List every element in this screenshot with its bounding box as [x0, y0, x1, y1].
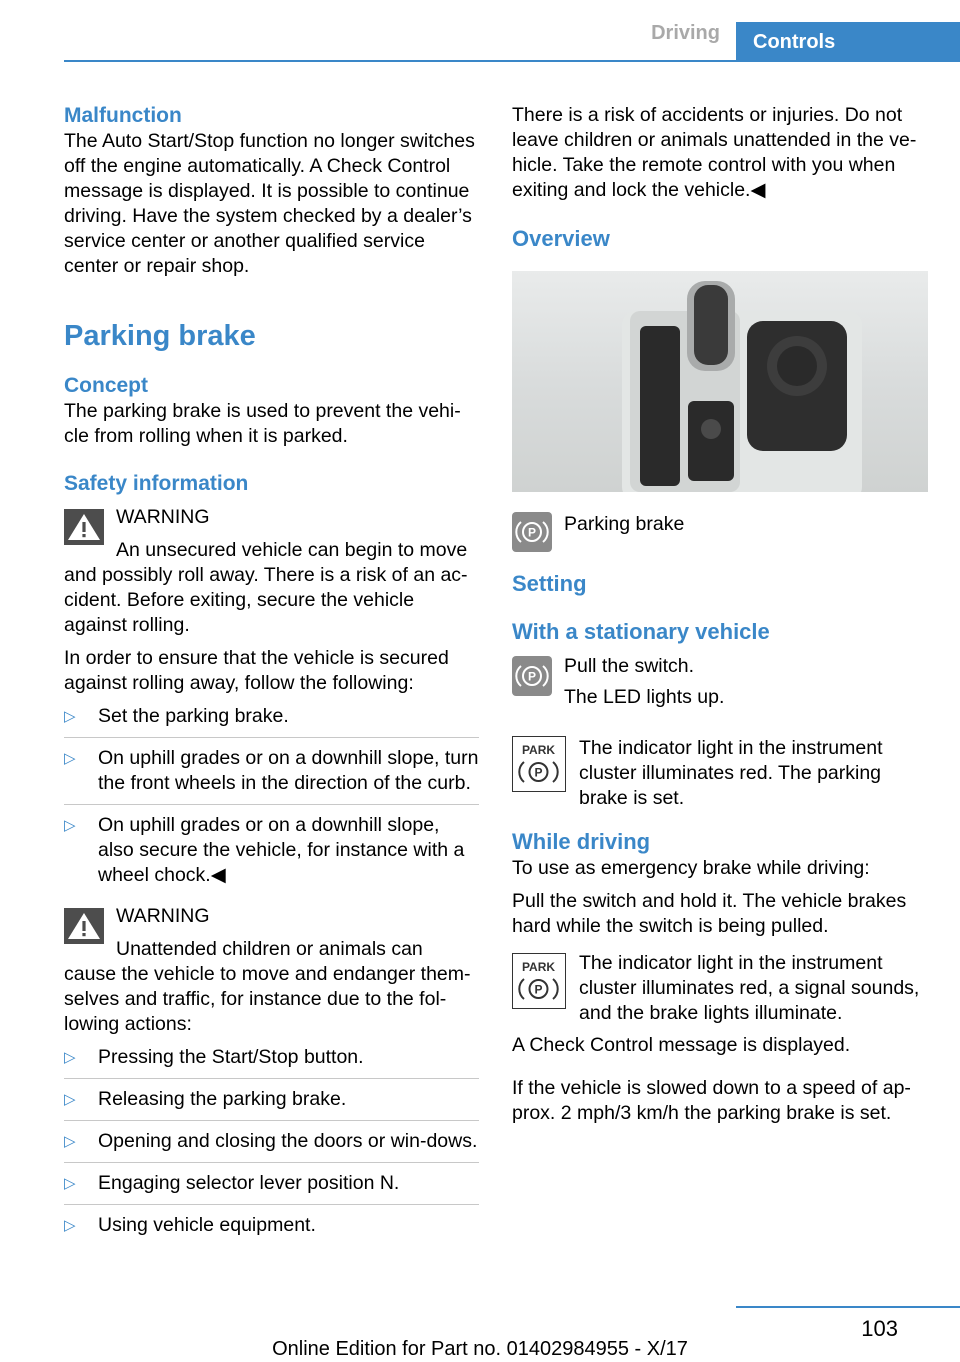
svg-text:PARK: PARK	[521, 960, 556, 974]
triangle-bullet-icon: ▷	[64, 1217, 76, 1234]
indicator-signal-text: The indicator light in the instrument cluster illuminates red, a signal sounds, and the brake lights illuminate.	[579, 952, 920, 1024]
malfunction-text: The Auto Start/Stop function no longer switches off the engine automatically. A Check Control message is displayed. It is possible to continue driving. Have the system checked by a dealer’s service center or another qualified service center or repair shop.	[64, 130, 475, 277]
triangle-bullet-icon: ▷	[64, 1049, 76, 1066]
pull-hold-text: Pull the switch and hold it. The vehicle brakes hard while the switch is being pulled.	[512, 890, 907, 937]
malfunction-heading: Malfunction	[64, 104, 182, 127]
warning-text: Unattended children or animals can cause the vehicle to move and endanger them-selves and traffic, for instance due to the fol-lowing actions:	[64, 938, 471, 1035]
header-rule	[64, 60, 960, 62]
right-column	[512, 103, 930, 1126]
svg-text:P: P	[527, 669, 537, 684]
triangle-bullet-icon: ▷	[64, 708, 76, 725]
safety-information-heading: Safety information	[64, 472, 249, 495]
indicator-set-text: The indicator light in the instrument cluster illuminates red. The parking brake is set.	[579, 737, 883, 809]
list-item: ▷ Engaging selector lever position N.	[64, 1171, 479, 1205]
parking-brake-switch-icon	[512, 512, 552, 552]
secure-steps-list	[64, 704, 479, 896]
list-item: ▷ Set the parking brake.	[64, 704, 479, 738]
svg-text:P: P	[527, 525, 537, 540]
center-console-photo	[512, 271, 928, 492]
warning-label: WARNING	[116, 905, 210, 927]
warning-icon	[64, 908, 104, 944]
pull-switch-step	[512, 654, 930, 714]
concept-heading: Concept	[64, 374, 148, 397]
triangle-bullet-icon: ▷	[64, 750, 76, 767]
secure-intro-text: In order to ensure that the vehicle is secured against rolling away, follow the following:	[64, 647, 449, 694]
overview-heading: Overview	[512, 226, 610, 251]
pull-switch-text: Pull the switch.	[564, 655, 695, 677]
led-lights-text: The LED lights up.	[564, 686, 725, 708]
section-tab-driving: Driving	[651, 22, 720, 44]
warning-text: An unsecured vehicle can begin to move and possibly roll away. There is a risk of an ac-cident. Before exiting, secure the vehicle against rolling.	[64, 539, 468, 636]
setting-heading: Setting	[512, 571, 587, 596]
warning-icon	[64, 509, 104, 545]
while-driving-heading: While driving	[512, 829, 651, 854]
park-indicator-icon	[512, 953, 566, 1009]
concept-text: The parking brake is used to prevent the vehi-cle from rolling when it is parked.	[64, 400, 461, 447]
edition-footer: Online Edition for Part no. 01402984955 - X/17	[272, 1338, 688, 1360]
list-item: ▷ Pressing the Start/Stop button.	[64, 1045, 479, 1079]
parking-brake-switch-icon	[512, 656, 552, 696]
page-number: 103	[861, 1316, 898, 1341]
dangerous-actions-list	[64, 1045, 479, 1246]
triangle-bullet-icon: ▷	[64, 1133, 76, 1150]
list-item: ▷ On uphill grades or on a downhill slope, also secure the vehicle, for instance with a wheel chock.◀	[64, 814, 465, 886]
parking-brake-heading: Parking brake	[64, 320, 256, 352]
check-control-text: A Check Control message is displayed.	[512, 1034, 851, 1056]
list-item: ▷ Using vehicle equipment.	[64, 1214, 316, 1236]
emergency-brake-text: To use as emergency brake while driving:	[512, 857, 870, 879]
footer-rule	[736, 1306, 960, 1308]
indicator-signal-step	[512, 951, 930, 1027]
warning-block-2	[64, 904, 479, 1037]
stationary-vehicle-heading: With a stationary vehicle	[512, 619, 770, 644]
warning-label: WARNING	[116, 506, 210, 528]
page-header	[64, 0, 960, 62]
parking-brake-label: Parking brake	[564, 513, 685, 535]
warning-block-1	[64, 505, 479, 638]
svg-text:PARK: PARK	[521, 743, 556, 757]
list-item: ▷ Opening and closing the doors or win-dows.	[64, 1129, 479, 1163]
svg-text:P: P	[534, 765, 543, 780]
chapter-tab-controls: Controls	[736, 22, 960, 62]
list-item: ▷ Releasing the parking brake.	[64, 1087, 479, 1121]
svg-text:P: P	[534, 982, 543, 997]
triangle-bullet-icon: ▷	[64, 1175, 76, 1192]
slowed-down-text: If the vehicle is slowed down to a speed of ap-prox. 2 mph/3 km/h the parking brake is set.	[512, 1077, 911, 1124]
list-item: ▷ On uphill grades or on a downhill slope, turn the front wheels in the direction of the curb.	[64, 746, 479, 805]
park-indicator-icon	[512, 736, 566, 792]
risk-text: There is a risk of accidents or injuries. Do not leave children or animals unattended in the ve-hicle. Take the remote control with you when exiting and lock the vehicle.◀	[512, 104, 917, 201]
parking-brake-legend	[512, 512, 930, 556]
indicator-set-step	[512, 736, 930, 812]
left-column	[64, 103, 479, 1254]
triangle-bullet-icon: ▷	[64, 1091, 76, 1108]
triangle-bullet-icon: ▷	[64, 817, 76, 834]
